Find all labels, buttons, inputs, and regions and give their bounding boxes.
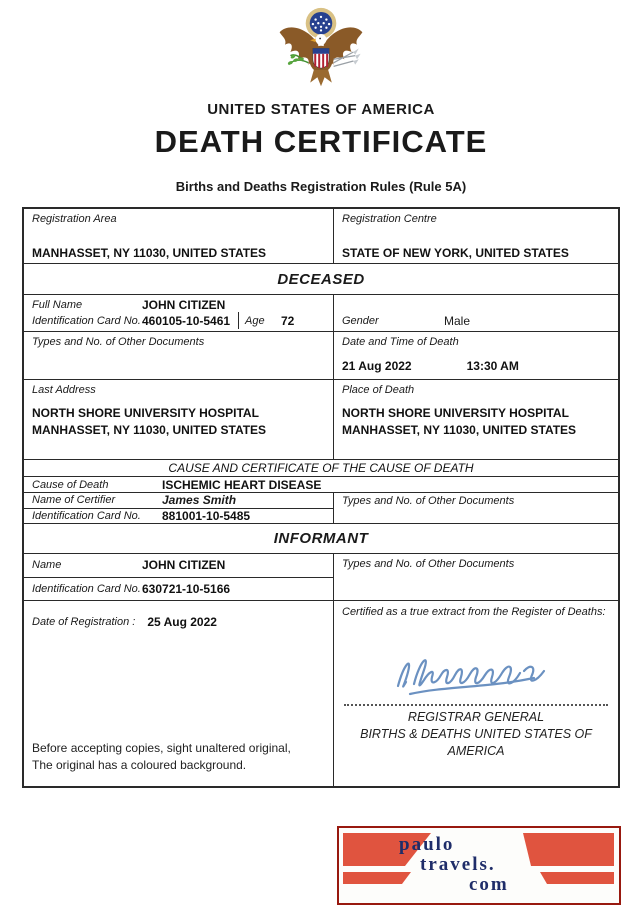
other-docs-cell (24, 332, 334, 379)
informant-section-title: INFORMANT (273, 530, 369, 547)
certifier-id-line (24, 509, 333, 524)
informant-name-value: JOHN CITIZEN (142, 558, 226, 573)
age-label: Age (245, 314, 265, 327)
last-address-label: Last Address (32, 384, 96, 396)
informant-section-row (24, 524, 618, 554)
country-heading: UNITED STATES OF AMERICA (207, 101, 435, 118)
registration-date-cell (24, 601, 334, 786)
gender-line (334, 314, 618, 328)
place-of-death-cell (334, 380, 618, 459)
certifier-left (24, 493, 334, 523)
certifier-group-row (24, 493, 618, 524)
id-card-value: 460105-10-5461 (142, 313, 231, 328)
registration-area-value: MANHASSET, NY 11030, UNITED STATES (32, 246, 267, 260)
id-card-label: Identification Card No. (32, 314, 141, 327)
place-of-death-line1: NORTH SHORE UNIVERSITY HOSPITAL (342, 406, 569, 420)
cause-section-title: CAUSE AND CERTIFICATE OF THE CAUSE OF DEATH (168, 461, 474, 475)
place-of-death-label: Place of Death (342, 384, 415, 396)
gender-value: Male (444, 314, 471, 328)
name-id-cell (24, 295, 334, 331)
logo-word-travels: travels. (420, 854, 496, 875)
certifier-label: Name of Certifier (32, 494, 116, 507)
full-name-label: Full Name (32, 299, 83, 311)
last-address-cell (24, 380, 334, 459)
cause-section-row (24, 460, 618, 477)
informant-id-label: Identification Card No. (32, 582, 141, 595)
paulo-travels-logo (337, 826, 621, 905)
other-docs-label: Types and No. of Other Documents (32, 336, 205, 348)
registrar-subtitle: BIRTHS & DEATHS UNITED STATES OF AMERICA (360, 726, 592, 758)
certifier-other-docs-cell (334, 493, 618, 523)
certified-label: Certified as a true extract from the Register of Deaths: (342, 606, 606, 618)
registration-centre-label: Registration Centre (342, 213, 437, 225)
informant-left (24, 554, 334, 600)
informant-other-docs-cell (334, 554, 618, 600)
page-title: DEATH CERTIFICATE (154, 124, 488, 159)
address-row (24, 380, 618, 460)
certifier-other-docs-label: Types and No. of Other Documents (342, 495, 515, 507)
informant-group-row (24, 554, 618, 601)
registration-area-cell (24, 209, 334, 263)
certified-cell (334, 601, 618, 786)
full-name-line (24, 298, 333, 312)
cause-of-death-value: ISCHEMIC HEART DISEASE (162, 477, 322, 492)
registration-date-line (32, 615, 325, 629)
last-address-line2: MANHASSET, NY 11030, UNITED STATES (32, 423, 267, 438)
registration-centre-value: STATE OF NEW YORK, UNITED STATES (342, 246, 569, 260)
copy-note (32, 740, 325, 774)
registrar-block (342, 709, 610, 760)
cause-of-death-row (24, 477, 618, 493)
age-value: 72 (281, 313, 295, 328)
place-of-death-value (342, 405, 610, 440)
logo-word-com: com (469, 874, 509, 895)
id-age-line (24, 312, 333, 329)
last-address-value (32, 405, 325, 440)
death-datetime-line (342, 359, 610, 373)
registrar-title: REGISTRAR GENERAL (407, 710, 545, 724)
full-name-value: JOHN CITIZEN (142, 298, 226, 312)
death-datetime-cell (334, 332, 618, 379)
registration-centre-cell (334, 209, 618, 263)
certifier-name-line (24, 493, 333, 509)
deceased-section-row (24, 264, 618, 295)
gender-label: Gender (342, 315, 379, 327)
informant-other-docs-label: Types and No. of Other Documents (342, 558, 515, 570)
informant-id-line (24, 578, 333, 601)
place-of-death-line2: MANHASSET, NY 11030, UNITED STATES (342, 423, 577, 438)
deceased-section-title: DECEASED (277, 270, 365, 288)
registration-row (24, 209, 618, 264)
certifier-id-label: Identification Card No. (32, 509, 141, 522)
docs-death-row (24, 332, 618, 380)
age-box (238, 312, 294, 329)
gender-cell (334, 295, 618, 331)
registrar-signature-icon (376, 644, 576, 700)
registration-date-label: Date of Registration : (32, 616, 136, 628)
informant-name-label: Name (32, 559, 62, 572)
informant-name-line (24, 554, 333, 578)
bottom-row (24, 601, 618, 786)
cause-of-death-label: Cause of Death (32, 478, 109, 491)
certifier-id-value: 881001-10-5485 (162, 508, 251, 523)
copy-note-line2: The original has a coloured background. (32, 758, 247, 773)
name-id-row (24, 295, 618, 332)
death-datetime-label: Date and Time of Death (342, 336, 459, 348)
informant-id-value: 630721-10-5166 (142, 581, 231, 596)
us-great-seal-icon (276, 6, 366, 98)
signature-area (342, 644, 610, 702)
rules-subtitle: Births and Deaths Registration Rules (Rule 5A) (175, 179, 467, 194)
certifier-name-value: James Smith (162, 493, 237, 508)
signature-dotted-line (344, 704, 608, 706)
last-address-line1: NORTH SHORE UNIVERSITY HOSPITAL (32, 406, 259, 420)
certificate-table (22, 207, 620, 788)
death-date-value: 21 Aug 2022 (342, 359, 412, 373)
registration-area-label: Registration Area (32, 213, 117, 225)
copy-note-line1: Before accepting copies, sight unaltered original, (32, 741, 291, 756)
registration-date-value: 25 Aug 2022 (147, 615, 217, 629)
logo-word-paulo: paulo (399, 834, 455, 855)
death-time-value: 13:30 AM (466, 359, 519, 373)
